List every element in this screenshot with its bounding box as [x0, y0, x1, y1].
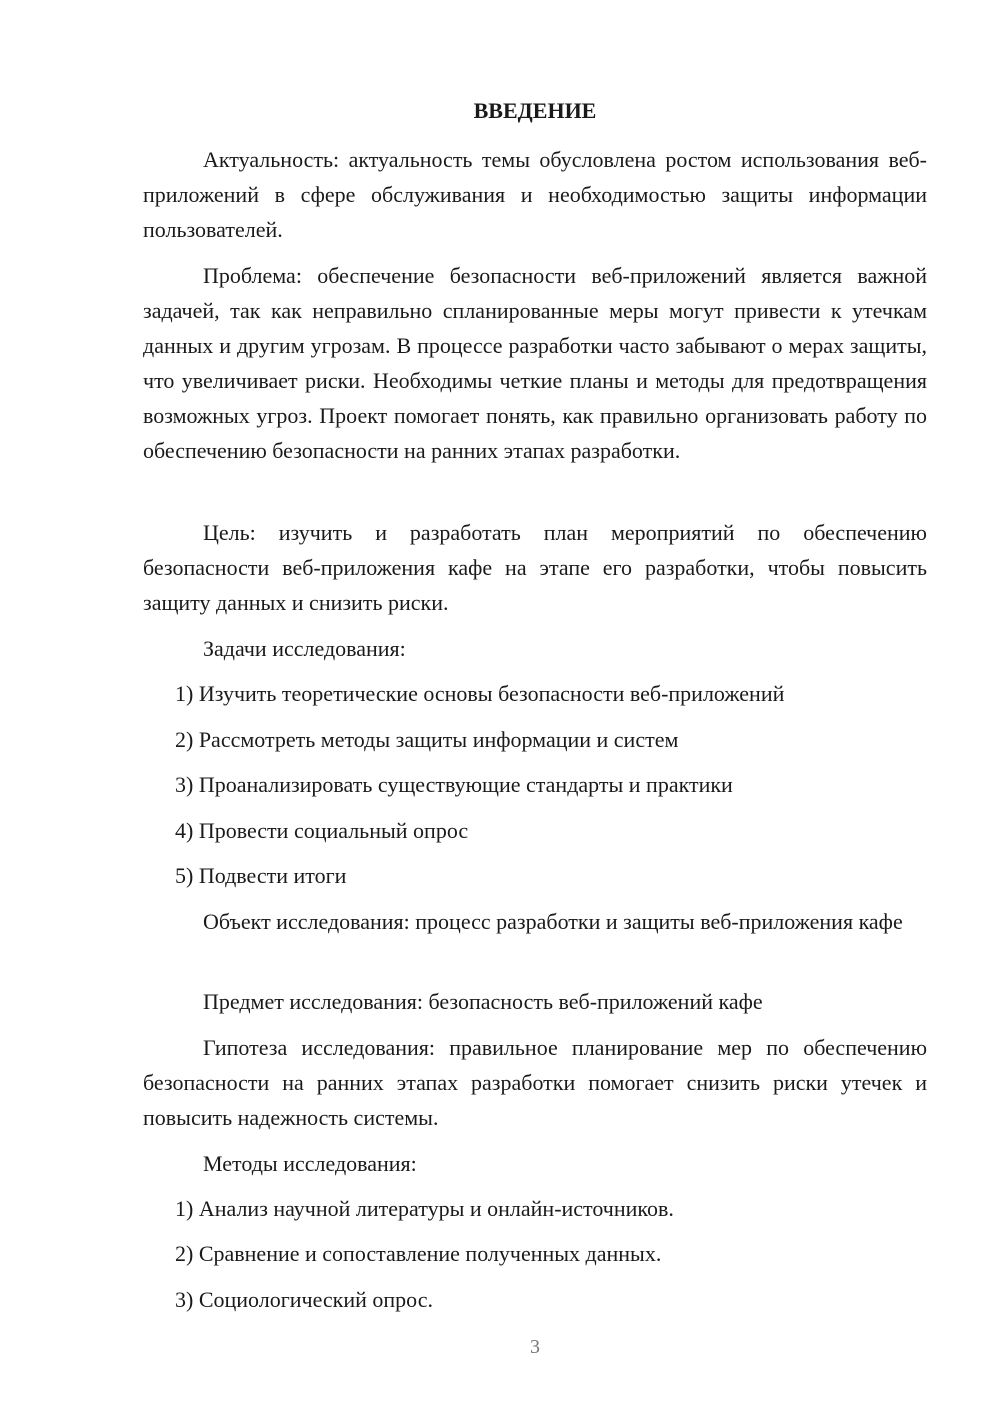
task-item: 1) Изучить теоретические основы безопасности веб-приложений — [175, 681, 785, 706]
task-item: 3) Проанализировать существующие стандарты и практики — [175, 772, 733, 797]
goal-paragraph: Цель: изучить и разработать план мероприятий по обеспечению безопасности веб-приложения кафе на этапе его разработки, чтобы повысить защиту данных и снизить риски. — [143, 520, 927, 615]
task-item: 2) Рассмотреть методы защиты информации и систем — [175, 727, 679, 752]
page-title: ВВЕДЕНИЕ — [473, 98, 597, 123]
subject-line: Предмет исследования: безопасность веб-приложений кафе — [203, 989, 763, 1014]
hypothesis-paragraph: Гипотеза исследования: правильное планирование мер по обеспечению безопасности на ранних этапах разработки помогает снизить риски утечек и повысить надежность системы. — [143, 1035, 927, 1130]
tasks-heading: Задачи исследования: — [203, 636, 406, 661]
methods-heading: Методы исследования: — [203, 1151, 417, 1176]
task-item: 4) Провести социальный опрос — [175, 818, 469, 843]
method-item: 2) Сравнение и сопоставление полученных данных. — [175, 1241, 662, 1266]
page-number: 3 — [530, 1336, 540, 1358]
relevance-paragraph: Актуальность: актуальность темы обусловлена ростом использования веб-приложений в сфере обслуживания и необходимостью защиты информации пользователей. — [143, 147, 927, 242]
method-item: 3) Социологический опрос. — [175, 1287, 433, 1312]
problem-paragraph: Проблема: обеспечение безопасности веб-приложений является важной задачей, так как неправильно спланированные меры могут привести к утечкам данных и другим угрозам. В процессе разработки часто забывают о мерах защиты, что увеличивает риски. Необходимы четкие планы и методы для предотвращения возможных угроз. Проект помогает понять, как правильно организовать работу по обеспечению безопасности на ранних этапах разработки. — [143, 263, 927, 463]
method-item: 1) Анализ научной литературы и онлайн-источников. — [175, 1196, 674, 1221]
object-paragraph: Объект исследования: процесс разработки и защиты веб-приложения кафе — [203, 909, 903, 934]
task-item: 5) Подвести итоги — [175, 863, 347, 888]
